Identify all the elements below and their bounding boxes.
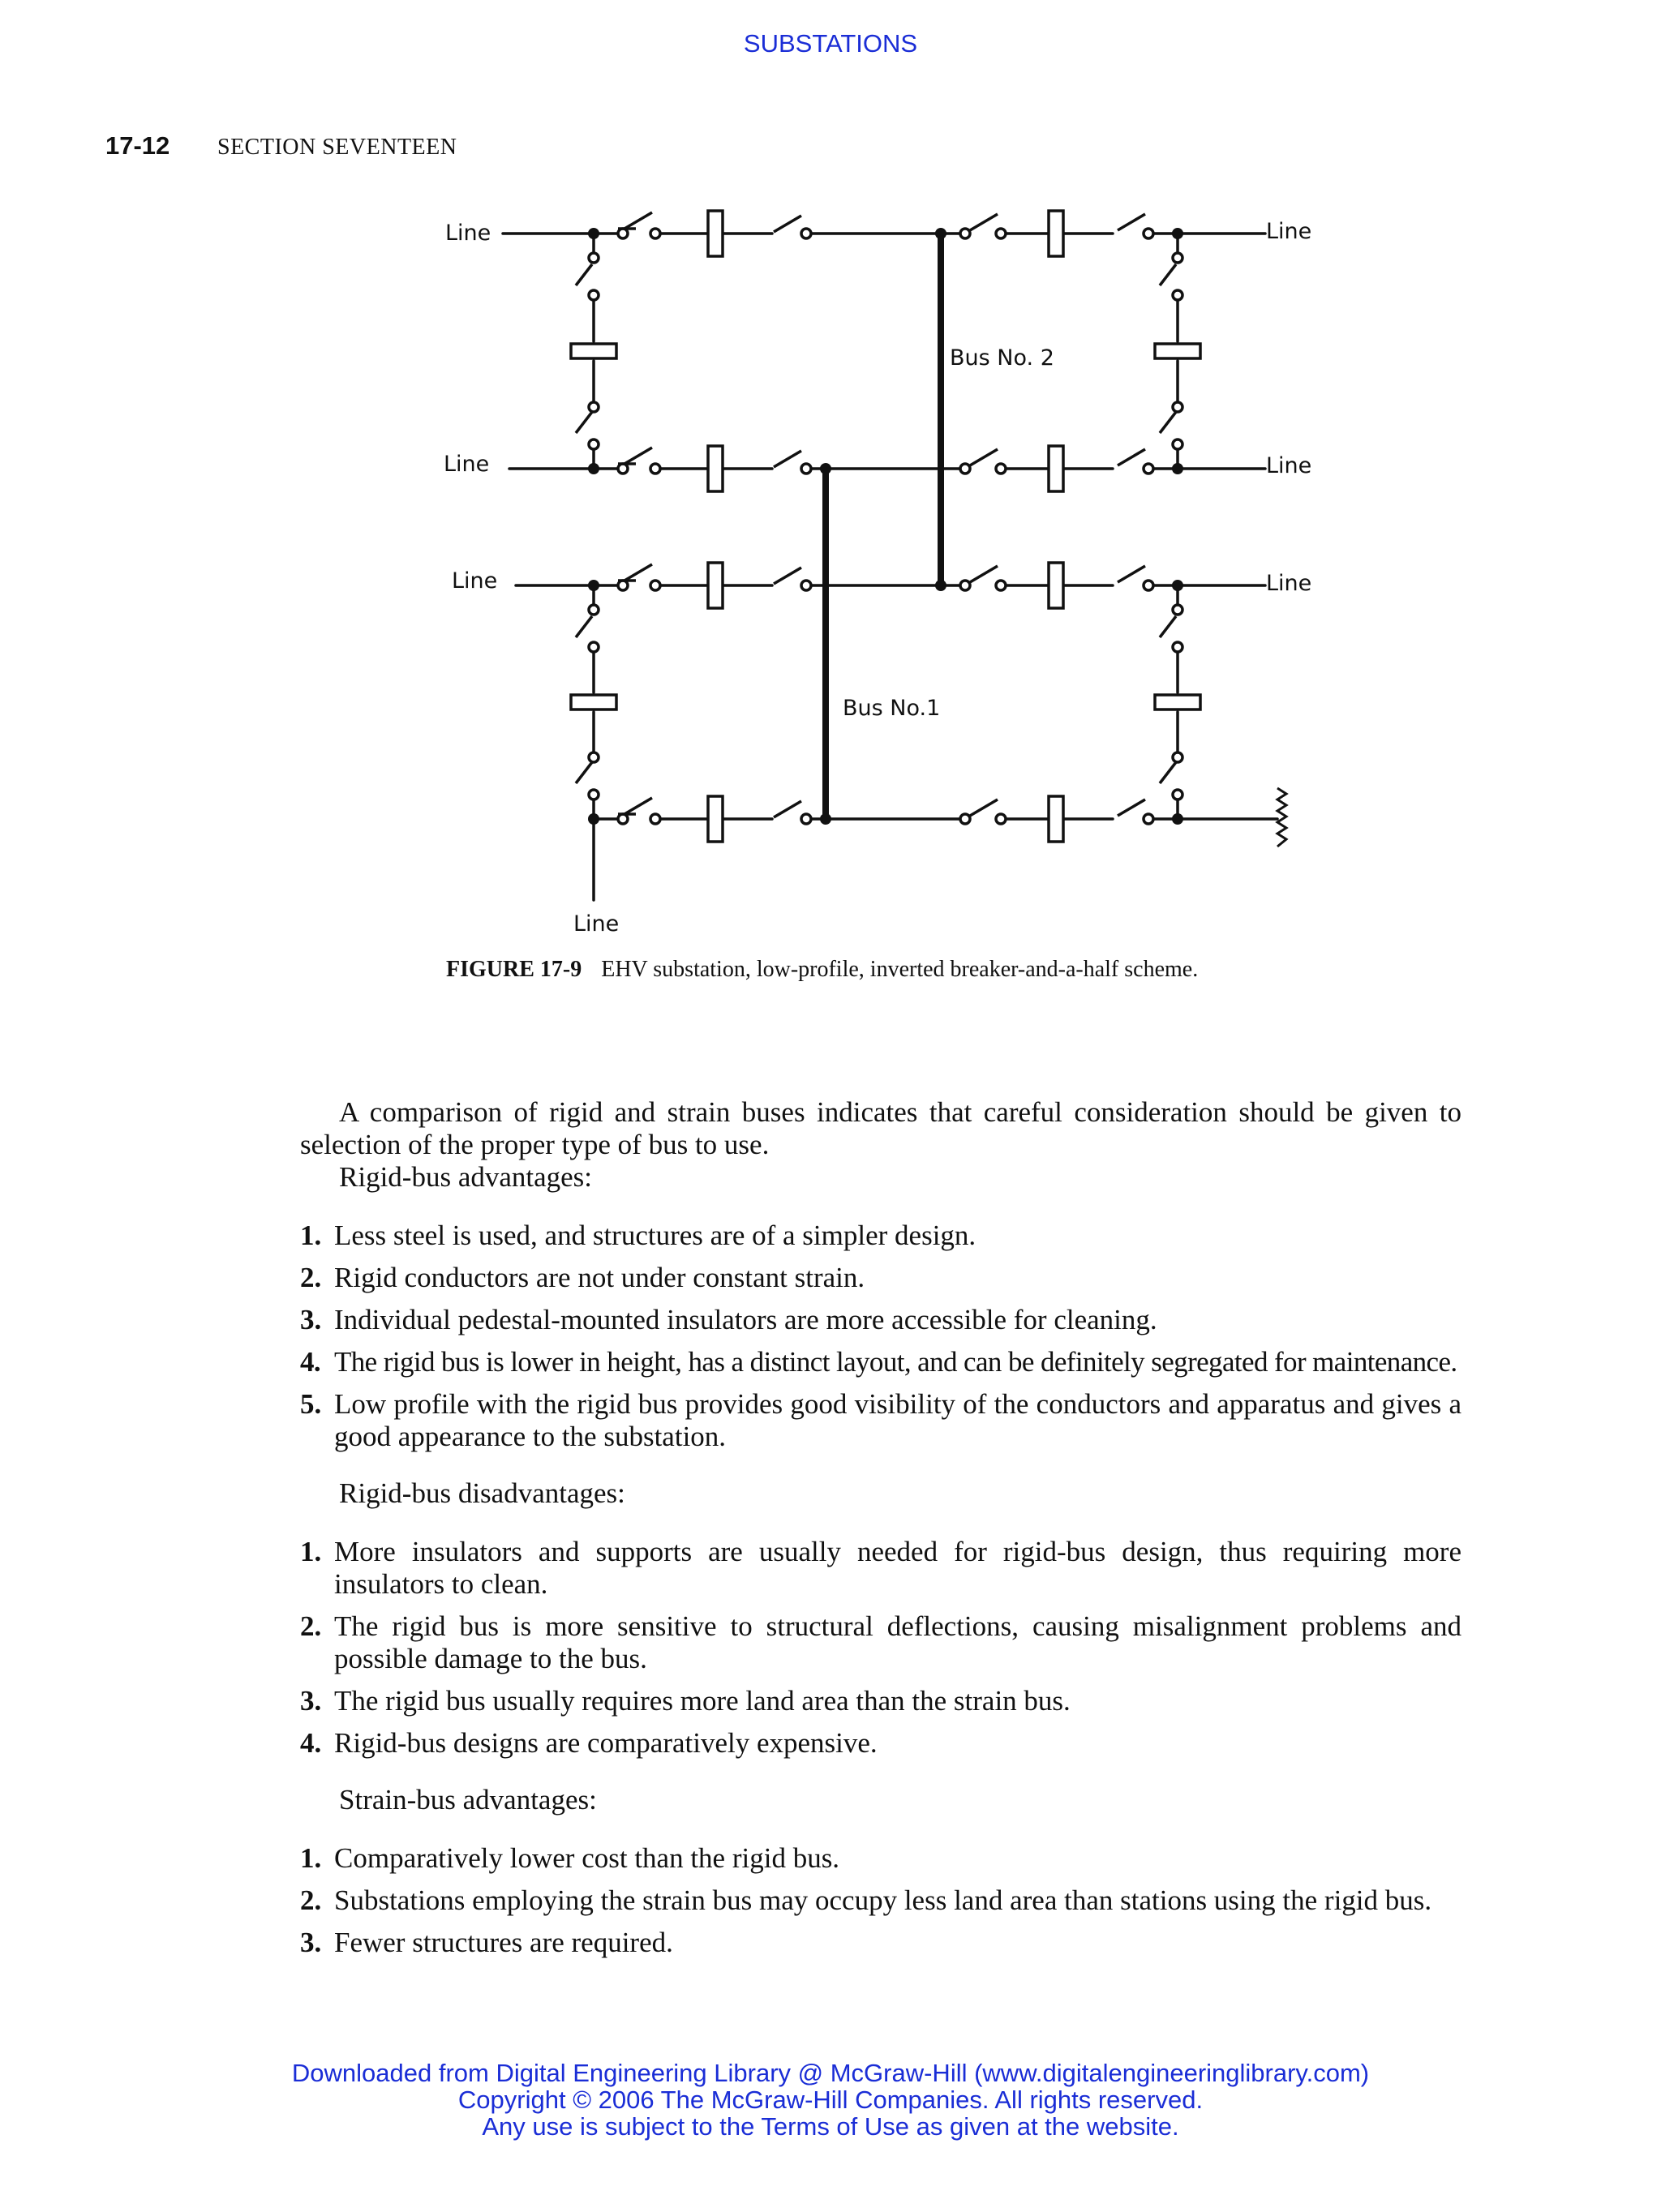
- junction-dot: [935, 228, 946, 239]
- switch-blade: [1160, 264, 1176, 285]
- reactor-symbol: [1277, 788, 1286, 847]
- switch-terminal: [801, 229, 811, 238]
- line-label-top-right: Line: [1266, 219, 1312, 244]
- switch-blade: [774, 216, 801, 232]
- switch-terminal: [1144, 464, 1153, 474]
- junction-dot: [1172, 228, 1183, 239]
- switch-terminal: [1173, 790, 1182, 799]
- switch-terminal: [996, 229, 1006, 238]
- switch-blade: [1118, 566, 1145, 582]
- switch-blade: [1118, 799, 1145, 816]
- line-label-top-left: Line: [445, 221, 491, 246]
- switch-terminal: [801, 581, 811, 590]
- switch-terminal: [960, 229, 970, 238]
- switch-terminal: [589, 752, 599, 762]
- switch-blade: [576, 412, 592, 433]
- substation-one-line-diagram: [0, 0, 1661, 957]
- switch-blade: [1118, 214, 1145, 230]
- switch-blade: [624, 564, 652, 581]
- page-number: 17-12: [105, 131, 170, 160]
- junction-dot: [588, 813, 599, 825]
- switch-terminal: [801, 814, 811, 824]
- switch-terminal: [650, 464, 660, 474]
- junction-dot: [588, 580, 599, 591]
- figure-caption: [446, 957, 1582, 983]
- circuit-breaker: [1049, 796, 1063, 842]
- switch-blade: [970, 449, 998, 465]
- list-item: 1. Comparatively lower cost than the rigid bus.: [300, 1842, 840, 1874]
- junction-dot: [820, 463, 831, 474]
- switch-terminal: [589, 402, 599, 412]
- switch-blade: [970, 799, 998, 816]
- rigid-advantages-list: [300, 1220, 1461, 1453]
- body-text: [300, 1096, 1461, 1969]
- list-item: 2. Rigid conductors are not under constant strain.: [300, 1262, 865, 1293]
- switch-terminal: [1173, 290, 1182, 300]
- circuit-breaker: [1049, 563, 1063, 608]
- figure-caption-text: EHV substation, low-profile, inverted breaker-and-a-half scheme.: [601, 957, 1199, 982]
- figure-caption-label: FIGURE 17-9: [446, 957, 582, 982]
- switch-terminal: [1173, 752, 1182, 762]
- switch-blade: [576, 616, 592, 637]
- list-item: 4. The rigid bus is lower in height, has a distinct layout, and can be definitely segregated for maintenance.: [300, 1346, 1457, 1378]
- circuit-breaker: [708, 796, 723, 842]
- intro-paragraph: A comparison of rigid and strain buses indicates that careful consideration should be given to selection of the proper type of bus to use.: [300, 1096, 1461, 1160]
- switch-terminal: [589, 253, 599, 263]
- list-item: 4. Rigid-bus designs are comparatively expensive.: [300, 1727, 878, 1759]
- strain-advantages-list: [300, 1842, 1461, 1959]
- circuit-breaker: [571, 695, 616, 709]
- switch-terminal: [960, 581, 970, 590]
- switch-blade: [624, 448, 652, 464]
- junction-dot: [1172, 580, 1183, 591]
- switch-blade: [576, 264, 592, 285]
- junction-dot: [588, 463, 599, 474]
- bus-1-label: Bus No.1: [843, 696, 941, 721]
- switch-terminal: [589, 290, 599, 300]
- section-title: SECTION SEVENTEEN: [217, 135, 457, 160]
- circuit-breaker: [1049, 446, 1063, 491]
- footer-line-1: Downloaded from Digital Engineering Library @ McGraw-Hill (www.digitalengineeringlibrary.com): [291, 2059, 1370, 2087]
- switch-blade: [774, 568, 801, 584]
- list-item: 2. The rigid bus is more sensitive to structural deflections, causing misalignment problems and possible damage to the bus.: [300, 1610, 1461, 1674]
- switch-terminal: [960, 464, 970, 474]
- junction-dot: [1172, 813, 1183, 825]
- switch-terminal: [996, 814, 1006, 824]
- switch-terminal: [618, 464, 628, 474]
- circuit-breaker: [708, 211, 723, 256]
- list-item: 3. Individual pedestal-mounted insulators are more accessible for cleaning.: [300, 1304, 1157, 1335]
- switch-terminal: [996, 581, 1006, 590]
- list-item: 2. Substations employing the strain bus may occupy less land area than stations using the rigid bus.: [300, 1884, 1432, 1916]
- junction-dot: [820, 813, 831, 825]
- line-label-mid-upper-right: Line: [1266, 453, 1312, 478]
- rigid-disadvantages-list: [300, 1536, 1461, 1760]
- switch-terminal: [618, 581, 628, 590]
- switch-terminal: [589, 790, 599, 799]
- line-label-mid-upper-left: Line: [444, 452, 490, 477]
- junction-dot: [935, 580, 946, 591]
- switch-terminal: [650, 581, 660, 590]
- switch-blade: [576, 762, 592, 783]
- rigid-advantages-heading: Rigid-bus advantages:: [339, 1161, 593, 1193]
- circuit-breaker: [708, 446, 723, 491]
- copyright-footer: [0, 2060, 1661, 2140]
- switch-terminal: [650, 229, 660, 238]
- switch-blade: [774, 451, 801, 467]
- switch-terminal: [589, 642, 599, 652]
- switch-terminal: [1173, 605, 1182, 615]
- rigid-disadvantages-heading: Rigid-bus disadvantages:: [339, 1477, 625, 1509]
- switch-terminal: [1173, 642, 1182, 652]
- circuit-breaker: [1049, 211, 1063, 256]
- line-label-bottom: Line: [573, 911, 620, 937]
- switch-terminal: [801, 464, 811, 474]
- circuit-breaker: [571, 344, 616, 358]
- switch-terminal: [1144, 229, 1153, 238]
- switch-terminal: [996, 464, 1006, 474]
- switch-terminal: [618, 229, 628, 238]
- switch-terminal: [1144, 581, 1153, 590]
- switch-terminal: [1173, 402, 1182, 412]
- switch-blade: [1160, 616, 1176, 637]
- list-item: 1. Less steel is used, and structures are of a simpler design.: [300, 1220, 976, 1251]
- list-item: 5. Low profile with the rigid bus provides good visibility of the conductors and apparatus and gives a good appearance to the substation.: [300, 1388, 1461, 1452]
- circuit-breaker: [1155, 344, 1200, 358]
- switch-terminal: [1173, 439, 1182, 449]
- list-item: 3. The rigid bus usually requires more land area than the strain bus.: [300, 1685, 1071, 1717]
- switch-terminal: [618, 814, 628, 824]
- junction-dot: [1172, 463, 1183, 474]
- switch-blade: [1160, 762, 1176, 783]
- switch-blade: [970, 566, 998, 582]
- switch-terminal: [1144, 814, 1153, 824]
- circuit-breaker: [708, 563, 723, 608]
- junction-dot: [588, 228, 599, 239]
- line-label-mid-lower-right: Line: [1266, 571, 1312, 596]
- footer-line-3: Any use is subject to the Terms of Use as given at the website.: [482, 2112, 1179, 2141]
- switch-blade: [774, 801, 801, 817]
- bus-2-label: Bus No. 2: [950, 345, 1054, 371]
- switch-terminal: [589, 439, 599, 449]
- strain-advantages-heading: Strain-bus advantages:: [339, 1784, 597, 1815]
- list-item: 3. Fewer structures are required.: [300, 1927, 673, 1958]
- switch-terminal: [960, 814, 970, 824]
- switch-terminal: [589, 605, 599, 615]
- footer-line-2: Copyright © 2006 The McGraw-Hill Companies. All rights reserved.: [457, 2086, 1204, 2114]
- list-item: 1. More insulators and supports are usually needed for rigid-bus design, thus requiring more insulators to clean.: [300, 1536, 1461, 1600]
- switch-terminal: [1173, 253, 1182, 263]
- switch-blade: [1160, 412, 1176, 433]
- switch-blade: [970, 214, 998, 230]
- line-label-mid-lower-left: Line: [452, 568, 498, 594]
- switch-blade: [1118, 449, 1145, 465]
- switch-terminal: [650, 814, 660, 824]
- running-header: SUBSTATIONS: [743, 29, 918, 58]
- switch-blade: [624, 798, 652, 814]
- switch-blade: [624, 212, 652, 229]
- circuit-breaker: [1155, 695, 1200, 709]
